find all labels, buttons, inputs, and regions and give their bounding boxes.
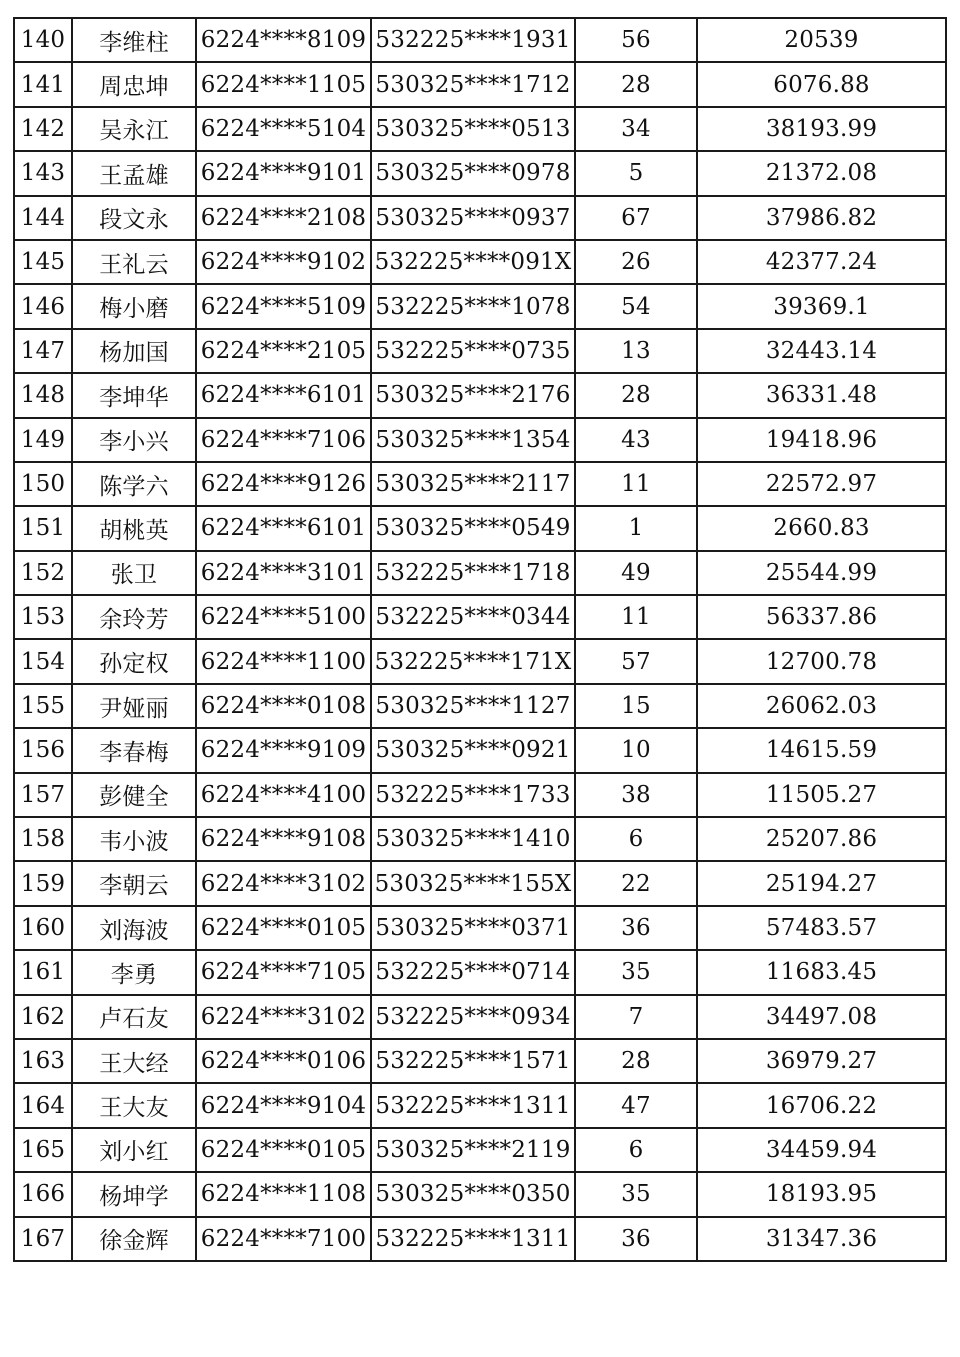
id-number-cell: 532225****091X bbox=[371, 240, 575, 284]
quantity-cell: 1 bbox=[575, 506, 697, 550]
name-cell: 李朝云 bbox=[72, 861, 196, 905]
table-row bbox=[14, 1039, 946, 1083]
row-number-cell: 141 bbox=[14, 62, 72, 106]
amount-cell: 25544.99 bbox=[697, 551, 946, 595]
quantity-cell: 6 bbox=[575, 817, 697, 861]
table-row bbox=[14, 62, 946, 106]
id-number-cell: 530325****0549 bbox=[371, 506, 575, 550]
bank-card-cell: 6224****1100 bbox=[196, 639, 371, 683]
table-row bbox=[14, 373, 946, 417]
quantity-cell: 56 bbox=[575, 18, 697, 62]
id-number-cell: 530325****0513 bbox=[371, 107, 575, 151]
row-number-cell: 143 bbox=[14, 151, 72, 195]
table-row bbox=[14, 995, 946, 1039]
name-cell: 孙定权 bbox=[72, 639, 196, 683]
quantity-cell: 43 bbox=[575, 418, 697, 462]
table-row bbox=[14, 196, 946, 240]
bank-card-cell: 6224****3101 bbox=[196, 551, 371, 595]
name-cell: 王大经 bbox=[72, 1039, 196, 1083]
id-number-cell: 532225****0934 bbox=[371, 995, 575, 1039]
table-row bbox=[14, 107, 946, 151]
amount-cell: 18193.95 bbox=[697, 1172, 946, 1216]
row-number-cell: 142 bbox=[14, 107, 72, 151]
name-cell: 刘小红 bbox=[72, 1128, 196, 1172]
row-number-cell: 166 bbox=[14, 1172, 72, 1216]
amount-cell: 20539 bbox=[697, 18, 946, 62]
name-cell: 李勇 bbox=[72, 950, 196, 994]
quantity-cell: 7 bbox=[575, 995, 697, 1039]
bank-card-cell: 6224****5109 bbox=[196, 284, 371, 328]
amount-cell: 34459.94 bbox=[697, 1128, 946, 1172]
bank-card-cell: 6224****9104 bbox=[196, 1083, 371, 1127]
quantity-cell: 36 bbox=[575, 1217, 697, 1261]
name-cell: 李坤华 bbox=[72, 373, 196, 417]
table-row bbox=[14, 151, 946, 195]
row-number-cell: 161 bbox=[14, 950, 72, 994]
table-row bbox=[14, 506, 946, 550]
amount-cell: 56337.86 bbox=[697, 595, 946, 639]
row-number-cell: 150 bbox=[14, 462, 72, 506]
amount-cell: 38193.99 bbox=[697, 107, 946, 151]
bank-card-cell: 6224****4100 bbox=[196, 773, 371, 817]
name-cell: 王礼云 bbox=[72, 240, 196, 284]
amount-cell: 19418.96 bbox=[697, 418, 946, 462]
name-cell: 陈学六 bbox=[72, 462, 196, 506]
row-number-cell: 164 bbox=[14, 1083, 72, 1127]
row-number-cell: 147 bbox=[14, 329, 72, 373]
row-number-cell: 154 bbox=[14, 639, 72, 683]
id-number-cell: 530325****1712 bbox=[371, 62, 575, 106]
quantity-cell: 28 bbox=[575, 373, 697, 417]
table-row bbox=[14, 284, 946, 328]
id-number-cell: 530325****0371 bbox=[371, 906, 575, 950]
quantity-cell: 28 bbox=[575, 1039, 697, 1083]
amount-cell: 31347.36 bbox=[697, 1217, 946, 1261]
quantity-cell: 6 bbox=[575, 1128, 697, 1172]
amount-cell: 32443.14 bbox=[697, 329, 946, 373]
amount-cell: 36331.48 bbox=[697, 373, 946, 417]
row-number-cell: 140 bbox=[14, 18, 72, 62]
quantity-cell: 67 bbox=[575, 196, 697, 240]
quantity-cell: 5 bbox=[575, 151, 697, 195]
amount-cell: 25207.86 bbox=[697, 817, 946, 861]
amount-cell: 57483.57 bbox=[697, 906, 946, 950]
name-cell: 王大友 bbox=[72, 1083, 196, 1127]
table-row bbox=[14, 684, 946, 728]
row-number-cell: 146 bbox=[14, 284, 72, 328]
quantity-cell: 57 bbox=[575, 639, 697, 683]
bank-card-cell: 6224****8109 bbox=[196, 18, 371, 62]
amount-cell: 34497.08 bbox=[697, 995, 946, 1039]
quantity-cell: 13 bbox=[575, 329, 697, 373]
name-cell: 王孟雄 bbox=[72, 151, 196, 195]
bank-card-cell: 6224****7105 bbox=[196, 950, 371, 994]
id-number-cell: 532225****1311 bbox=[371, 1083, 575, 1127]
row-number-cell: 167 bbox=[14, 1217, 72, 1261]
id-number-cell: 530325****1127 bbox=[371, 684, 575, 728]
amount-cell: 6076.88 bbox=[697, 62, 946, 106]
id-number-cell: 530325****0978 bbox=[371, 151, 575, 195]
row-number-cell: 157 bbox=[14, 773, 72, 817]
amount-cell: 12700.78 bbox=[697, 639, 946, 683]
amount-cell: 14615.59 bbox=[697, 728, 946, 772]
table-row bbox=[14, 595, 946, 639]
bank-card-cell: 6224****7106 bbox=[196, 418, 371, 462]
table-row bbox=[14, 551, 946, 595]
quantity-cell: 36 bbox=[575, 906, 697, 950]
bank-card-cell: 6224****0108 bbox=[196, 684, 371, 728]
amount-cell: 37986.82 bbox=[697, 196, 946, 240]
quantity-cell: 38 bbox=[575, 773, 697, 817]
id-number-cell: 532225****1718 bbox=[371, 551, 575, 595]
id-number-cell: 530325****2176 bbox=[371, 373, 575, 417]
quantity-cell: 22 bbox=[575, 861, 697, 905]
id-number-cell: 532225****1733 bbox=[371, 773, 575, 817]
table-row bbox=[14, 1172, 946, 1216]
id-number-cell: 532225****0735 bbox=[371, 329, 575, 373]
bank-card-cell: 6224****2108 bbox=[196, 196, 371, 240]
bank-card-cell: 6224****9109 bbox=[196, 728, 371, 772]
bank-card-cell: 6224****1105 bbox=[196, 62, 371, 106]
quantity-cell: 26 bbox=[575, 240, 697, 284]
name-cell: 梅小磨 bbox=[72, 284, 196, 328]
table-row bbox=[14, 861, 946, 905]
quantity-cell: 11 bbox=[575, 462, 697, 506]
bank-card-cell: 6224****9101 bbox=[196, 151, 371, 195]
amount-cell: 22572.97 bbox=[697, 462, 946, 506]
bank-card-cell: 6224****7100 bbox=[196, 1217, 371, 1261]
quantity-cell: 54 bbox=[575, 284, 697, 328]
row-number-cell: 151 bbox=[14, 506, 72, 550]
bank-card-cell: 6224****5100 bbox=[196, 595, 371, 639]
quantity-cell: 35 bbox=[575, 950, 697, 994]
amount-cell: 2660.83 bbox=[697, 506, 946, 550]
name-cell: 韦小波 bbox=[72, 817, 196, 861]
name-cell: 刘海波 bbox=[72, 906, 196, 950]
quantity-cell: 10 bbox=[575, 728, 697, 772]
id-number-cell: 530325****1410 bbox=[371, 817, 575, 861]
table-row bbox=[14, 462, 946, 506]
id-number-cell: 530325****2119 bbox=[371, 1128, 575, 1172]
table-row bbox=[14, 1217, 946, 1261]
table-row bbox=[14, 950, 946, 994]
bank-card-cell: 6224****6101 bbox=[196, 506, 371, 550]
id-number-cell: 530325****2117 bbox=[371, 462, 575, 506]
id-number-cell: 532225****0344 bbox=[371, 595, 575, 639]
name-cell: 李春梅 bbox=[72, 728, 196, 772]
quantity-cell: 28 bbox=[575, 62, 697, 106]
row-number-cell: 148 bbox=[14, 373, 72, 417]
bank-card-cell: 6224****6101 bbox=[196, 373, 371, 417]
amount-cell: 25194.27 bbox=[697, 861, 946, 905]
name-cell: 杨加国 bbox=[72, 329, 196, 373]
id-number-cell: 532225****1931 bbox=[371, 18, 575, 62]
amount-cell: 36979.27 bbox=[697, 1039, 946, 1083]
quantity-cell: 34 bbox=[575, 107, 697, 151]
bank-card-cell: 6224****9108 bbox=[196, 817, 371, 861]
row-number-cell: 165 bbox=[14, 1128, 72, 1172]
bank-card-cell: 6224****5104 bbox=[196, 107, 371, 151]
bank-card-cell: 6224****0105 bbox=[196, 906, 371, 950]
bank-card-cell: 6224****9126 bbox=[196, 462, 371, 506]
id-number-cell: 530325****0350 bbox=[371, 1172, 575, 1216]
amount-cell: 39369.1 bbox=[697, 284, 946, 328]
quantity-cell: 47 bbox=[575, 1083, 697, 1127]
table-row bbox=[14, 728, 946, 772]
table-row bbox=[14, 1083, 946, 1127]
table-row bbox=[14, 906, 946, 950]
bank-card-cell: 6224****9102 bbox=[196, 240, 371, 284]
bank-card-cell: 6224****3102 bbox=[196, 995, 371, 1039]
id-number-cell: 530325****0937 bbox=[371, 196, 575, 240]
table-row bbox=[14, 1128, 946, 1172]
name-cell: 李维柱 bbox=[72, 18, 196, 62]
table-row bbox=[14, 773, 946, 817]
row-number-cell: 155 bbox=[14, 684, 72, 728]
table-row bbox=[14, 418, 946, 462]
row-number-cell: 153 bbox=[14, 595, 72, 639]
table-row bbox=[14, 240, 946, 284]
quantity-cell: 11 bbox=[575, 595, 697, 639]
row-number-cell: 156 bbox=[14, 728, 72, 772]
row-number-cell: 162 bbox=[14, 995, 72, 1039]
name-cell: 彭健全 bbox=[72, 773, 196, 817]
row-number-cell: 149 bbox=[14, 418, 72, 462]
row-number-cell: 160 bbox=[14, 906, 72, 950]
bank-card-cell: 6224****0105 bbox=[196, 1128, 371, 1172]
name-cell: 杨坤学 bbox=[72, 1172, 196, 1216]
row-number-cell: 163 bbox=[14, 1039, 72, 1083]
table-body bbox=[14, 18, 946, 1261]
name-cell: 段文永 bbox=[72, 196, 196, 240]
table-row bbox=[14, 329, 946, 373]
bank-card-cell: 6224****0106 bbox=[196, 1039, 371, 1083]
amount-cell: 16706.22 bbox=[697, 1083, 946, 1127]
amount-cell: 42377.24 bbox=[697, 240, 946, 284]
quantity-cell: 49 bbox=[575, 551, 697, 595]
row-number-cell: 144 bbox=[14, 196, 72, 240]
id-number-cell: 530325****1354 bbox=[371, 418, 575, 462]
table-row bbox=[14, 817, 946, 861]
name-cell: 周忠坤 bbox=[72, 62, 196, 106]
quantity-cell: 15 bbox=[575, 684, 697, 728]
name-cell: 卢石友 bbox=[72, 995, 196, 1039]
id-number-cell: 532225****1078 bbox=[371, 284, 575, 328]
name-cell: 尹娅丽 bbox=[72, 684, 196, 728]
name-cell: 吴永江 bbox=[72, 107, 196, 151]
payment-table bbox=[13, 17, 947, 1262]
id-number-cell: 530325****0921 bbox=[371, 728, 575, 772]
bank-card-cell: 6224****3102 bbox=[196, 861, 371, 905]
amount-cell: 11683.45 bbox=[697, 950, 946, 994]
amount-cell: 11505.27 bbox=[697, 773, 946, 817]
name-cell: 徐金辉 bbox=[72, 1217, 196, 1261]
row-number-cell: 145 bbox=[14, 240, 72, 284]
bank-card-cell: 6224****1108 bbox=[196, 1172, 371, 1216]
name-cell: 张卫 bbox=[72, 551, 196, 595]
id-number-cell: 532225****171X bbox=[371, 639, 575, 683]
row-number-cell: 152 bbox=[14, 551, 72, 595]
table-row bbox=[14, 639, 946, 683]
name-cell: 李小兴 bbox=[72, 418, 196, 462]
row-number-cell: 158 bbox=[14, 817, 72, 861]
amount-cell: 26062.03 bbox=[697, 684, 946, 728]
id-number-cell: 532225****0714 bbox=[371, 950, 575, 994]
quantity-cell: 35 bbox=[575, 1172, 697, 1216]
id-number-cell: 530325****155X bbox=[371, 861, 575, 905]
id-number-cell: 532225****1571 bbox=[371, 1039, 575, 1083]
id-number-cell: 532225****1311 bbox=[371, 1217, 575, 1261]
amount-cell: 21372.08 bbox=[697, 151, 946, 195]
row-number-cell: 159 bbox=[14, 861, 72, 905]
name-cell: 余玲芳 bbox=[72, 595, 196, 639]
name-cell: 胡桃英 bbox=[72, 506, 196, 550]
bank-card-cell: 6224****2105 bbox=[196, 329, 371, 373]
table-row bbox=[14, 18, 946, 62]
